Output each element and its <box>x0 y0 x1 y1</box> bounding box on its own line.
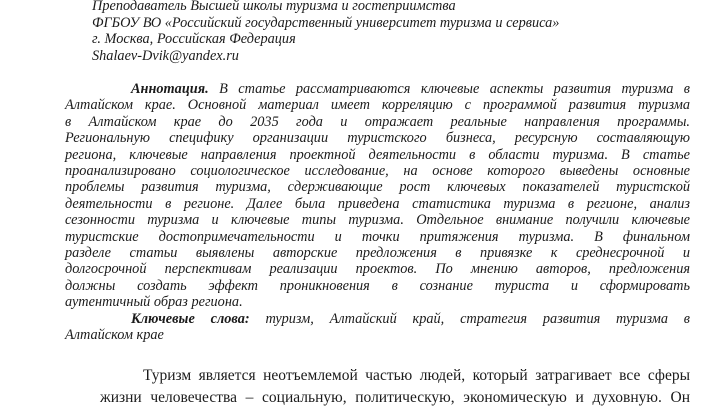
abstract-first-line <box>65 81 690 97</box>
abstract-line: в Алтайском крае до 2035 года и отражает реальные направления программы. <box>65 113 690 130</box>
author-university-line: ФГБОУ ВО «Российский государственный университет туризма и сервиса» <box>92 14 560 31</box>
abstract-and-keywords <box>65 81 690 344</box>
body-line: жизни человечества – социальную, политическую, экономическую и духовную. Он <box>100 389 690 406</box>
abstract-line: долгосрочной перспективам реализации проектов. По мнению авторов, предложения <box>65 261 690 278</box>
body-line: Туризм является неотъемлемой частью людей, который затрагивает все сферы <box>143 367 690 384</box>
abstract-line: деятельности в регионе. Далее была приведена статистика туризма в регионе, анализ <box>65 195 690 212</box>
abstract-line: должны создать эффект проникновения в сознание туриста и сформировать <box>65 277 690 294</box>
abstract-line: проанализировано социологическое исследование, на основе которого выведены основные <box>65 163 690 180</box>
author-affiliation-block <box>92 0 559 65</box>
keywords-label: Ключевые слова: <box>131 310 250 327</box>
author-city-line: г. Москва, Российская Федерация <box>92 31 296 48</box>
author-email: Shalaev-Dvik@yandex.ru <box>92 48 239 65</box>
keywords-last-line: Алтайском крае <box>65 327 164 344</box>
abstract-label: Аннотация. <box>131 81 209 97</box>
abstract-line: туристские достопримечательности и точки притяжения туризма. В финальном <box>65 228 690 245</box>
abstract-line: Региональную специфику организации туристского бизнеса, ресурсную составляющую <box>65 130 690 147</box>
author-position-line: Преподаватель Высшей школы туризма и гостеприимства <box>92 0 456 14</box>
abstract-line: разделе статьи выявлены авторские предложения в привязке к среднесрочной и <box>65 245 690 262</box>
abstract-line: региона, ключевые направления проектной деятельности в области туризма. В статье <box>65 146 690 163</box>
abstract-line: проблемы развития туризма, сдерживающие рост ключевых показателей туристской <box>65 179 690 196</box>
abstract-line: сезонности туризма и ключевые типы туризма. Отдельное внимание получили ключевые <box>65 212 690 229</box>
keywords-line-text: туризм, Алтайский край, стратегия развития туризма в <box>265 310 691 327</box>
keywords-first-line <box>65 311 690 327</box>
abstract-line: Алтайском крае. Основной материал имеет корреляцию с программой развития туризма <box>65 97 690 114</box>
body-text-block <box>100 365 690 409</box>
abstract-line-text: В статье рассматриваются ключевые аспекты развития туризма в <box>219 81 690 97</box>
abstract-last-line: аутентичный образ региона. <box>65 294 243 311</box>
